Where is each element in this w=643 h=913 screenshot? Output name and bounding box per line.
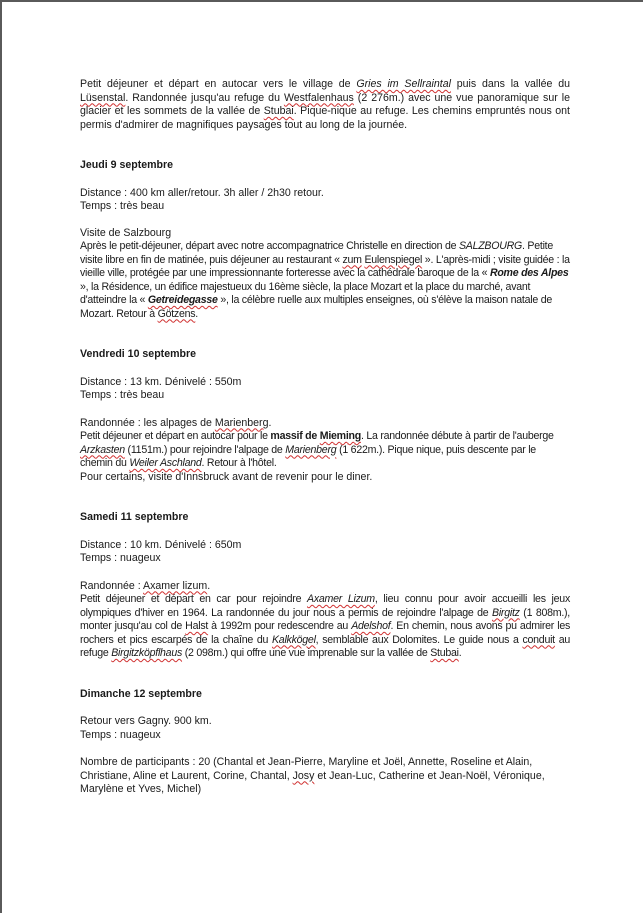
text: », la célèbre ruelle aux multiples enseignes, où s'élève la maison natale de Mozart. Retour à	[80, 294, 552, 320]
word-conduit: conduit	[522, 633, 555, 646]
restaurant-eulenspiegel: Eulenspiegel	[364, 253, 423, 266]
text: puis dans la vallée du	[450, 78, 570, 90]
place-gries: Gries im Sellraintal	[356, 78, 451, 90]
text: . Retour à l'hôtel.	[201, 457, 277, 469]
place-stubai: Stubai	[263, 105, 294, 117]
text: . La randonnée débute à partir de l'auberge	[360, 430, 554, 442]
text: , lieu connu pour avoir accueilli les jeux olympiques d'hiver en 1964. La randonnée du jour nous a permis de rejoindre l'alpage de	[80, 593, 570, 619]
vendredi-innsbruck: Pour certains, visite d'Innsbruck avant de revenir pour le diner.	[80, 470, 373, 483]
vendredi-paragraph	[80, 430, 570, 471]
dimanche-weather: Temps : nuageux	[80, 728, 161, 741]
place-birgitzkopflhaus: Birgitzköpflhaus	[111, 647, 183, 659]
day-heading-dimanche: Dimanche 12 septembre	[80, 687, 202, 700]
text: à 1992m pour redescendre au	[208, 620, 352, 632]
text: ». L'après-midi ; visite guidée : la vieille ville, protégée par une impressionnante forteresse avec la cathédrale baroque de la «	[80, 253, 570, 279]
town-gotzens: Götzens	[157, 307, 196, 320]
text: .	[458, 647, 462, 659]
vendredi-weather: Temps : très beau	[80, 389, 165, 401]
text: .	[195, 307, 198, 320]
day-heading-vendredi: Vendredi 10 septembre	[80, 348, 196, 360]
city-salzbourg: SALZBOURG	[458, 240, 523, 252]
place-halst: Halst	[185, 620, 209, 632]
text: », la Résidence, un édifice majestueux du 16ème siècle, la place Mozart et la place du marché, avant d'atteindre la «	[80, 280, 531, 306]
jeudi-distance: Distance : 400 km aller/retour. 3h aller / 2h30 retour.	[80, 186, 324, 199]
place-axamer-lizum-2: Axamer Lizum	[307, 593, 375, 605]
place-birgitz: Birgitz	[492, 606, 520, 619]
text: , semblable aux Dolomites. Le guide nous a	[315, 633, 523, 646]
document-body	[80, 78, 570, 797]
text: (1 808m.), monter jusqu'au col de	[80, 606, 570, 632]
vendredi-hike-title	[80, 417, 570, 431]
participants-paragraph	[80, 756, 570, 797]
intro-paragraph	[80, 78, 570, 132]
place-westfalenhaus: Westfalenhaus	[283, 91, 354, 104]
jeudi-paragraph	[80, 240, 570, 321]
dimanche-return: Retour vers Gagny. 900 km.	[80, 715, 212, 727]
place-lusenstal: Lüsenstal	[80, 91, 126, 104]
jeudi-weather: Temps : très beau	[80, 200, 165, 212]
place-weiler-aschland: Weiler Aschland	[129, 457, 202, 469]
samedi-hike-title	[80, 580, 570, 594]
text: (2 276m.) avec une vue panoramique sur le glacier et les sommets de la vallée de	[80, 91, 570, 117]
text: et Jean-Luc, Catherine et Jean-Noël, Véronique, Marylène et Yves, Michel)	[80, 769, 545, 795]
jeudi-visit-title: Visite de Salzbourg	[80, 226, 172, 239]
restaurant-zum: zum	[342, 253, 362, 266]
day-heading-jeudi: Jeudi 9 septembre	[80, 159, 174, 171]
text: Petit déjeuner et départ en autocar vers le village de	[80, 78, 357, 90]
place-kalkkogel: Kalkkögel	[271, 633, 316, 646]
samedi-weather: Temps : nuageux	[80, 552, 161, 564]
text: . Pique-nique au refuge. Les chemins empruntés nous ont permis d'admirer de magnifiques paysages tout au long de la journée.	[80, 105, 570, 131]
samedi-paragraph	[80, 593, 570, 661]
place-marienberg-2: Marienberg	[285, 443, 337, 456]
day-heading-samedi: Samedi 11 septembre	[80, 511, 189, 523]
text: .	[268, 416, 272, 429]
place-arzkasten: Arzkasten	[80, 443, 125, 456]
name-josy: Josy	[292, 769, 315, 782]
massif-label: massif de	[270, 430, 320, 442]
rome-des-alpes: Rome des Alpes	[489, 267, 569, 279]
text: . Randonnée jusqu'au refuge du	[125, 91, 284, 104]
text: au refuge	[80, 633, 571, 659]
text: Randonnée :	[80, 579, 144, 592]
text: .	[207, 579, 211, 592]
vendredi-distance: Distance : 13 km. Dénivelé : 550m	[80, 375, 242, 388]
text: (1151m.) pour rejoindre l'alpage de	[124, 443, 286, 456]
place-marienberg: Marienberg	[214, 416, 269, 429]
street-getreidegasse: Getreidegasse	[147, 294, 218, 306]
place-mieming: Mieming	[319, 430, 361, 442]
text: Nombre de participants : 20 (Chantal et Jean-Pierre, Maryline et Joël, Annette, Roseline et Alain, Christiane, Aline et Laurent, Corine, Chantal,	[80, 756, 533, 782]
text: . En chemin, nous avons pu admirer les rochers et pics escarpés de la chaîne du	[80, 620, 571, 646]
text: Petit déjeuner et départ en autocar pour le	[80, 430, 271, 442]
text: Après le petit-déjeuner, départ avec notre accompagnatrice Christelle en direction de	[80, 240, 459, 252]
place-adelshof: Adelshof	[351, 620, 391, 632]
place-stubai-2: Stubai	[430, 647, 459, 659]
text: (1 622m.). Pique nique, puis descente par le chemin du	[80, 443, 536, 469]
samedi-distance: Distance : 10 km. Dénivelé : 650m	[80, 538, 242, 551]
text: Randonnée : les alpages de	[80, 416, 215, 429]
text: Petit déjeuner et départ en car pour rejoindre	[80, 593, 308, 605]
text: (2 098m.) qui offre une vue imprenable sur la vallée de	[182, 647, 431, 659]
text: . Petite visite libre en fin de matinée, puis déjeuner au restaurant «	[80, 240, 554, 266]
place-axamer-lizum: Axamer lizum	[143, 579, 208, 592]
